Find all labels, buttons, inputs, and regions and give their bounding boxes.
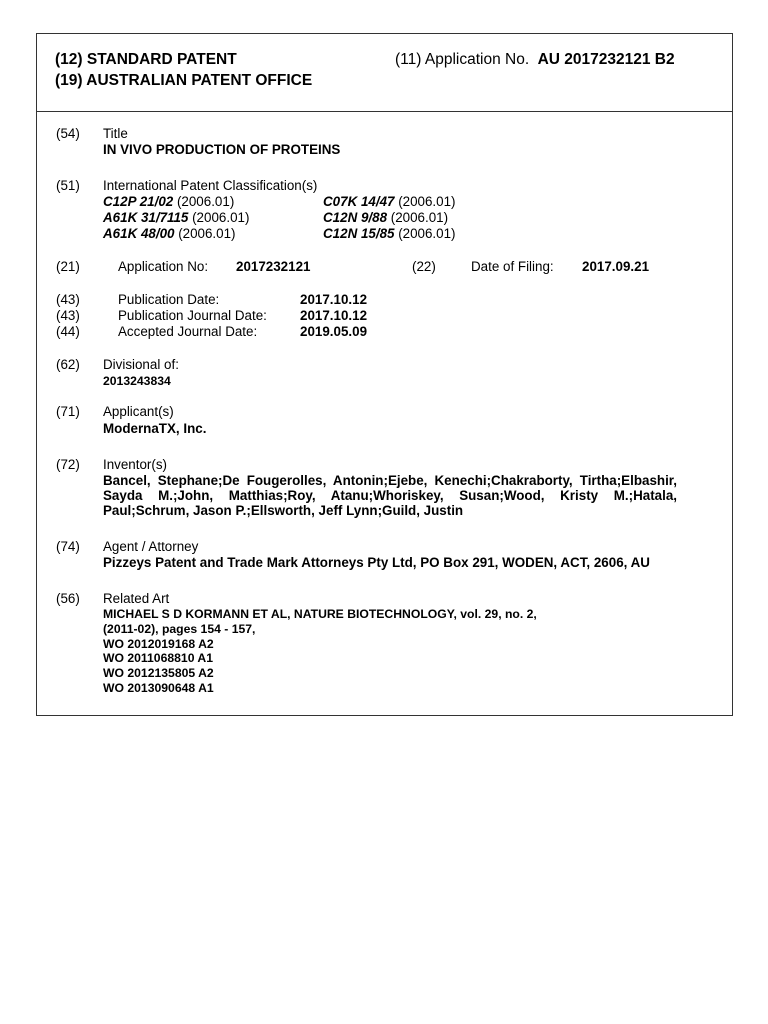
related-art-item: WO 2013090648 A1: [103, 680, 214, 695]
application-code: (21): [56, 259, 80, 274]
related-art-item: WO 2012135805 A2: [103, 666, 214, 681]
application-number-label: (11) Application No.: [395, 51, 530, 68]
publication-date-code: (43): [56, 292, 80, 307]
publication-date-label: Publication Date:: [118, 292, 220, 307]
divisional-value: 2013243834: [103, 374, 171, 388]
ipc-entry: A61K 48/00 (2006.01): [103, 226, 236, 241]
related-art-item: MICHAEL S D KORMANN ET AL, NATURE BIOTECHNOLOGY, vol. 29, no. 2,: [103, 607, 537, 621]
agent-label: Agent / Attorney: [103, 539, 199, 554]
accepted-journal-date-code: (44): [56, 324, 80, 339]
standard-patent-heading: (12) STANDARD PATENT: [55, 51, 237, 68]
inventors-value: Bancel, Stephane;De Fougerolles, Antonin;Ejebe, Kenechi;Chakraborty, Tirtha;Elbashir, Sayda M.;John, Matthias;Roy, Atanu;Whoriskey, Susan;Wood, Kristy M.;Hatala, Paul;Schrum, Jason P.;Ellsworth, Jeff Lynn;Guild, Justin: [103, 473, 677, 518]
ipc-entry: A61K 31/7115 (2006.01): [103, 210, 250, 225]
inventors-label: Inventor(s): [103, 457, 167, 472]
publication-journal-date-label: Publication Journal Date:: [118, 308, 267, 323]
divisional-label: Divisional of:: [103, 357, 179, 372]
agent-value: Pizzeys Patent and Trade Mark Attorneys Pty Ltd, PO Box 291, WODEN, ACT, 2606, AU: [103, 555, 650, 570]
related-art-item: (2011-02), pages 154 - 157,: [103, 621, 256, 636]
publication-journal-date-value: 2017.10.12: [300, 308, 368, 323]
publication-journal-date-code: (43): [56, 308, 80, 323]
ipc-code: (51): [56, 178, 80, 193]
ipc-entry: C12N 9/88 (2006.01): [323, 210, 449, 225]
related-art-list: [103, 607, 537, 696]
ipc-entry: C12N 15/85 (2006.01): [323, 226, 456, 241]
title-code: (54): [56, 126, 80, 141]
filing-value: 2017.09.21: [582, 259, 650, 274]
applicant-label: Applicant(s): [103, 404, 174, 419]
application-number-heading: [395, 51, 675, 69]
application-number-value: AU 2017232121 B2: [537, 51, 675, 68]
related-art-item: WO 2011068810 A1: [103, 651, 213, 666]
inventors-code: (72): [56, 457, 80, 472]
accepted-journal-date-value: 2019.05.09: [300, 324, 368, 339]
related-art-item: WO 2012019168 A2: [103, 636, 214, 651]
applicant-code: (71): [56, 404, 80, 419]
ipc-entry: C07K 14/47 (2006.01): [323, 194, 456, 209]
related-art-label: Related Art: [103, 591, 170, 606]
publication-date-value: 2017.10.12: [300, 292, 368, 307]
filing-label: Date of Filing:: [471, 259, 554, 274]
related-art-code: (56): [56, 591, 80, 606]
filing-code: (22): [412, 259, 436, 274]
ipc-entry: C12P 21/02 (2006.01): [103, 194, 235, 209]
ipc-label: International Patent Classification(s): [103, 178, 318, 193]
agent-code: (74): [56, 539, 80, 554]
title-value: IN VIVO PRODUCTION OF PROTEINS: [103, 142, 341, 157]
accepted-journal-date-label: Accepted Journal Date:: [118, 324, 258, 339]
title-label: Title: [103, 126, 128, 141]
applicant-value: ModernaTX, Inc.: [103, 421, 207, 436]
application-value: 2017232121: [236, 259, 311, 274]
patent-office-heading: (19) AUSTRALIAN PATENT OFFICE: [55, 72, 313, 89]
application-label: Application No:: [118, 259, 209, 274]
divisional-code: (62): [56, 357, 80, 372]
